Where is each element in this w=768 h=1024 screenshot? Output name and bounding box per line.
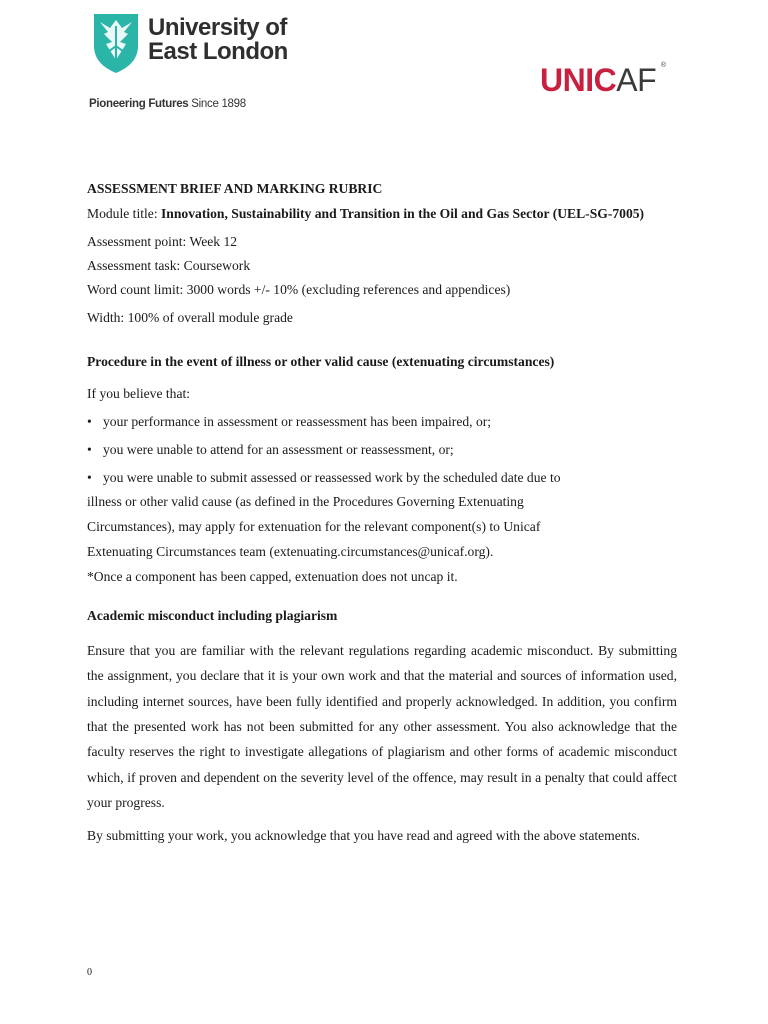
uel-tagline xyxy=(89,98,246,110)
ec-continuation-line: illness or other valid cause (as defined in the Procedures Governing Extenuating xyxy=(87,493,524,509)
page-number: 0 xyxy=(87,967,92,978)
ec-bullet: • you were unable to attend for an assessment or reassessment, or; xyxy=(87,441,677,459)
tagline-rest: Since 1898 xyxy=(188,98,246,110)
ec-continuation-line: Circumstances), may apply for extenuation for the relevant component(s) to Unicaf xyxy=(87,518,541,534)
assessment-task: Assessment task: Coursework xyxy=(87,258,251,273)
unicaf-registered-mark: ® xyxy=(660,62,666,69)
ec-intro: If you believe that: xyxy=(87,385,191,401)
uel-logo xyxy=(92,12,302,78)
uel-name-line2: East London xyxy=(148,38,288,65)
document-title: ASSESSMENT BRIEF AND MARKING RUBRIC xyxy=(87,181,383,196)
misconduct-paragraph: Ensure that you are familiar with the relevant regulations regarding academic misconduct. By submitting the assignment, you declare that it is your own work and that the material and sources of information used, including internet sources, have been fully identified and properly acknowledged. In addition, you confirm that the presented work has not been submitted for any other assessment. You also acknowledge that the faculty reserves the right to investigate allegations of plagiarism and other forms of academic misconduct which, if proven and dependent on the severity level of the offence, may result in a penalty that could affect your progress. xyxy=(87,643,677,810)
ec-note: *Once a component has been capped, extenuation does not uncap it. xyxy=(87,568,458,584)
unicaf-text-b: AF xyxy=(616,62,657,98)
misconduct-heading: Academic misconduct including plagiarism xyxy=(87,607,338,623)
ec-heading: Procedure in the event of illness or other valid cause (extenuating circumstances) xyxy=(87,354,555,369)
uel-name-line1: University of xyxy=(148,14,287,41)
unicaf-logo xyxy=(540,60,670,100)
tagline-bold: Pioneering Futures xyxy=(89,98,189,110)
grade-width: Width: 100% of overall module grade xyxy=(87,310,293,325)
unicaf-text-a: UNIC xyxy=(540,62,617,98)
assessment-point: Assessment point: Week 12 xyxy=(87,234,238,249)
agreement-paragraph: By submitting your work, you acknowledge that you have read and agreed with the above statements. xyxy=(87,828,641,844)
uel-crest-icon xyxy=(92,12,140,74)
ec-bullet: • your performance in assessment or reassessment has been impaired, or; xyxy=(87,413,677,431)
module-label: Module title: xyxy=(87,206,162,221)
ec-bullet-list xyxy=(87,413,677,487)
ec-bullet: • you were unable to submit assessed or reassessed work by the scheduled date due to xyxy=(87,469,677,487)
ec-continuation-line: Extenuating Circumstances team (extenuating.circumstances@unicaf.org). xyxy=(87,543,494,559)
module-value: Innovation, Sustainability and Transition in the Oil and Gas Sector (UEL-SG-7005) xyxy=(161,206,645,221)
uel-wordmark xyxy=(148,16,288,64)
document-body xyxy=(87,180,677,849)
module-title xyxy=(87,205,677,223)
word-count: Word count limit: 3000 words +/- 10% (excluding references and appendices) xyxy=(87,282,511,297)
